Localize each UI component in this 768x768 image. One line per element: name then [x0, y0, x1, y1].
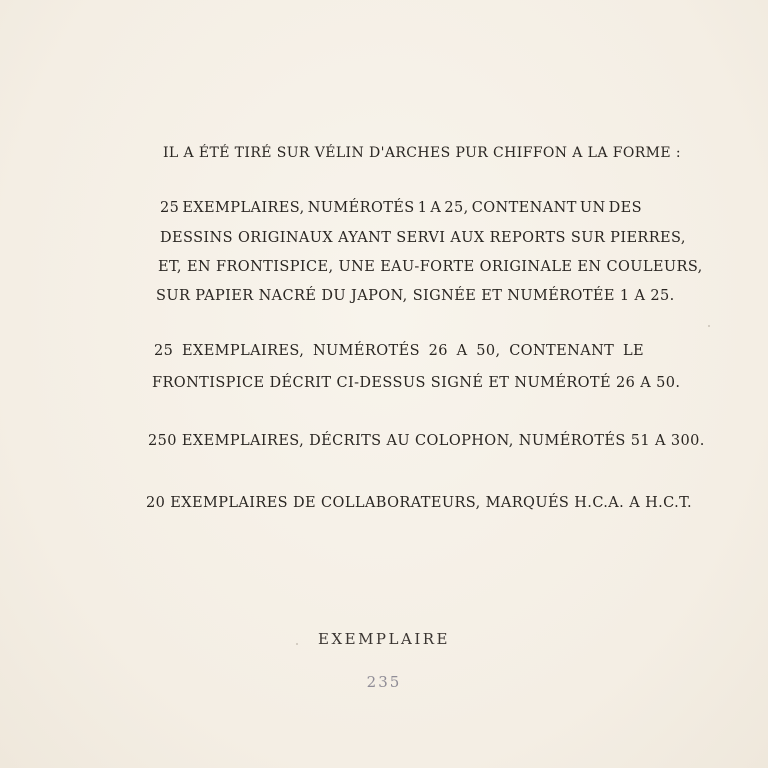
- word: NUMÉROTÉS: [307, 200, 415, 216]
- word: 50,: [476, 343, 501, 359]
- copy-label: EXEMPLAIRE: [318, 630, 450, 648]
- word: CONTENANT: [471, 200, 577, 216]
- copy-number: 235: [366, 673, 402, 691]
- word: 25,: [444, 200, 469, 216]
- word: 1: [417, 200, 428, 216]
- word: A: [456, 343, 468, 359]
- word: CONTENANT: [509, 343, 615, 359]
- para1-line3: ET, EN FRONTISPICE, UNE EAU-FORTE ORIGINALE EN COULEURS,: [158, 259, 703, 275]
- paper-speck: [708, 325, 710, 327]
- para2-line2: FRONTISPICE DÉCRIT CI-DESSUS SIGNÉ ET NUMÉROTÉ 26 A 50.: [152, 375, 681, 391]
- para2-line1: [154, 343, 644, 359]
- word: NUMÉROTÉS: [312, 343, 420, 359]
- paper-speck: [296, 643, 298, 645]
- para1-line1: [160, 200, 642, 216]
- para4-line: 20 EXEMPLAIRES DE COLLABORATEURS, MARQUÉS H.C.A. A H.C.T.: [146, 495, 693, 511]
- para1-line2: DESSINS ORIGINAUX AYANT SERVI AUX REPORTS SUR PIERRES,: [160, 230, 686, 246]
- word: EXEMPLAIRES,: [182, 200, 305, 216]
- word: EXEMPLAIRES,: [181, 343, 305, 359]
- para3-line: 250 EXEMPLAIRES, DÉCRITS AU COLOPHON, NUMÉROTÉS 51 A 300.: [148, 433, 705, 449]
- word: LE: [622, 343, 644, 359]
- word: UN: [579, 200, 606, 216]
- word: A: [430, 200, 442, 216]
- word: 26: [428, 343, 448, 359]
- para1-line4: SUR PAPIER NACRÉ DU JAPON, SIGNÉE ET NUMÉROTÉE 1 A 25.: [156, 288, 675, 304]
- intro-line: IL A ÉTÉ TIRÉ SUR VÉLIN D'ARCHES PUR CHIFFON A LA FORME :: [163, 145, 681, 161]
- word: 25: [160, 200, 180, 216]
- word: 25: [154, 343, 174, 359]
- word: DES: [608, 200, 642, 216]
